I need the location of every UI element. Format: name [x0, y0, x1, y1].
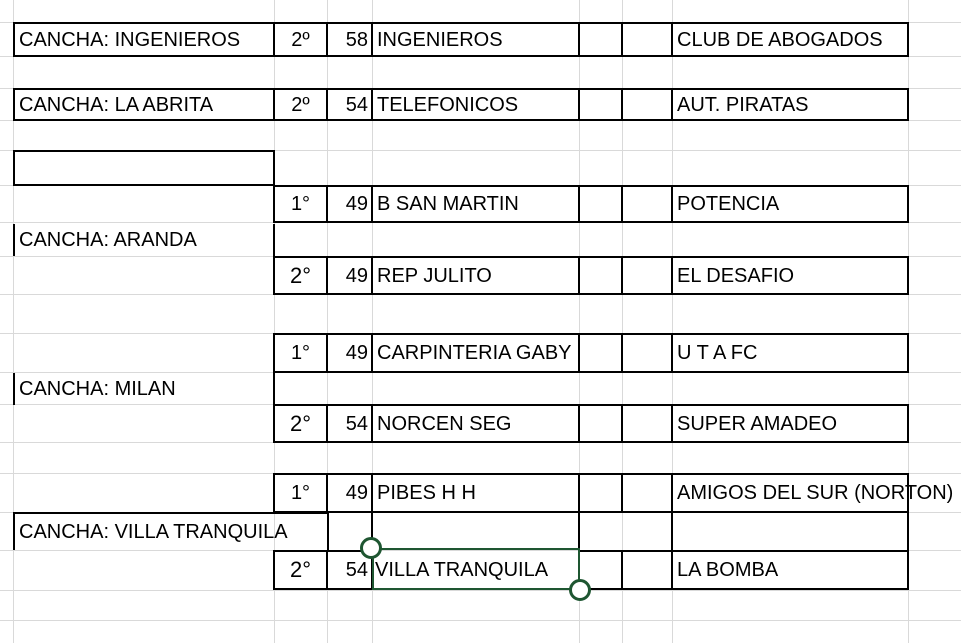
home-team-cell[interactable]: REP JULITO	[371, 256, 580, 295]
home-score-cell[interactable]	[578, 473, 623, 513]
away-team-cell[interactable]: LA BOMBA	[671, 550, 909, 590]
away-team-cell[interactable]	[671, 512, 909, 550]
category-cell[interactable]: 58	[326, 22, 373, 57]
away-score-cell[interactable]	[621, 333, 673, 373]
category-cell[interactable]: 54	[326, 88, 373, 121]
away-score-cell[interactable]	[621, 185, 673, 223]
away-team-cell[interactable]: AMIGOS DEL SUR (NORTON)	[671, 473, 909, 513]
division-cell[interactable]: 1°	[273, 333, 328, 373]
home-score-cell[interactable]	[578, 22, 623, 57]
division-cell[interactable]: 1°	[273, 473, 328, 513]
home-team-cell[interactable]: B SAN MARTIN	[371, 185, 580, 223]
away-team-cell[interactable]: AUT. PIRATAS	[671, 88, 909, 121]
category-cell[interactable]: 49	[326, 473, 373, 513]
selection-handle-top-left[interactable]	[360, 537, 382, 559]
cancha-cell[interactable]: CANCHA: MILAN	[13, 373, 275, 405]
cancha-cell[interactable]: CANCHA: INGENIEROS	[13, 22, 275, 57]
cancha-cell[interactable]: CANCHA: ARANDA	[13, 224, 275, 256]
home-score-cell[interactable]	[578, 256, 623, 295]
home-score-cell[interactable]	[578, 404, 623, 443]
away-team-cell[interactable]: EL DESAFIO	[671, 256, 909, 295]
home-team-cell[interactable]: TELEFONICOS	[371, 88, 580, 121]
division-cell[interactable]: 2º	[273, 88, 328, 121]
home-team-cell[interactable]: NORCEN SEG	[371, 404, 580, 443]
away-score-cell[interactable]	[621, 22, 673, 57]
category-cell[interactable]: 54	[326, 550, 373, 590]
home-team-cell[interactable]	[371, 512, 580, 550]
category-cell[interactable]: 54	[326, 404, 373, 443]
away-score-cell[interactable]	[621, 404, 673, 443]
away-team-cell[interactable]: SUPER AMADEO	[671, 404, 909, 443]
category-cell[interactable]: 49	[326, 256, 373, 295]
away-score-cell[interactable]	[621, 473, 673, 513]
home-team-cell[interactable]: PIBES H H	[371, 473, 580, 513]
division-cell[interactable]: 2º	[273, 22, 328, 57]
division-cell[interactable]: 1°	[273, 185, 328, 223]
away-team-cell[interactable]: CLUB DE ABOGADOS	[671, 22, 909, 57]
division-cell[interactable]: 2°	[273, 256, 328, 295]
away-score-cell[interactable]	[621, 256, 673, 295]
home-score-cell[interactable]	[578, 333, 623, 373]
home-score-cell[interactable]	[578, 185, 623, 223]
away-score-cell[interactable]	[621, 550, 673, 590]
category-cell[interactable]: 49	[326, 185, 373, 223]
home-team-cell[interactable]: VILLA TRANQUILA	[375, 559, 549, 581]
empty-cell[interactable]	[13, 150, 275, 186]
selection-handle-bottom-right[interactable]	[569, 579, 591, 601]
home-team-cell[interactable]: INGENIEROS	[371, 22, 580, 57]
category-cell[interactable]: 49	[326, 333, 373, 373]
away-team-cell[interactable]: U T A FC	[671, 333, 909, 373]
home-team-cell[interactable]: CARPINTERIA GABY	[371, 333, 580, 373]
home-score-cell[interactable]	[578, 88, 623, 121]
away-team-cell[interactable]: POTENCIA	[671, 185, 909, 223]
cancha-cell[interactable]: CANCHA: VILLA TRANQUILA	[13, 512, 329, 550]
division-cell[interactable]: 2°	[273, 550, 328, 590]
division-cell[interactable]: 2°	[273, 404, 328, 443]
away-score-cell[interactable]	[621, 88, 673, 121]
cancha-cell[interactable]: CANCHA: LA ABRITA	[13, 88, 275, 121]
